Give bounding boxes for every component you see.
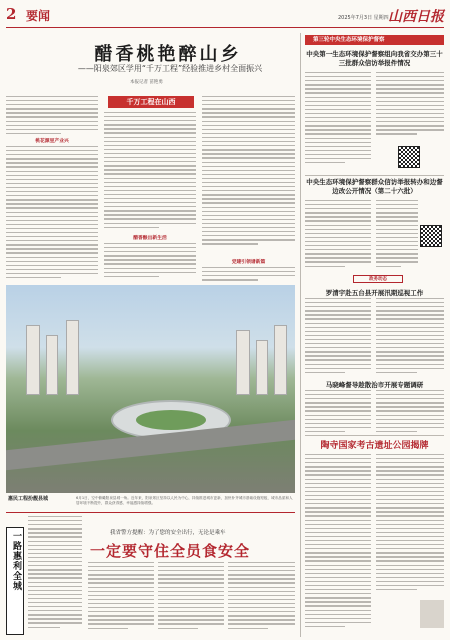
lead-subtitle: ——阳泉郊区学用“千万工程”经验推进乡村全面振兴 — [77, 64, 263, 73]
lead-subhead-3: 党建引领谱新篇 — [231, 260, 266, 265]
masthead-logo: 山西日报 — [388, 9, 444, 25]
qr-code-icon[interactable] — [398, 146, 420, 168]
right-story2-col1 — [305, 200, 371, 272]
issue-date: 2025年7月3日 星期四 — [338, 15, 389, 21]
vertical-title: 一路惠利全城 — [11, 531, 21, 591]
right-story4-col2 — [376, 390, 444, 434]
right-section-bar: 第三轮中央生态环境保护督察 — [305, 35, 444, 45]
lead-byline: 本报记者 苗艳勇 — [130, 80, 163, 85]
bottom-body-col2 — [88, 562, 154, 636]
lead-subhead-2: 醋香酿出新生活 — [133, 236, 167, 241]
lead-body-col3a — [202, 96, 295, 256]
right-story5-photo — [420, 600, 444, 628]
right-story3-col1 — [305, 298, 371, 376]
right-divider-1 — [305, 175, 444, 176]
right-story2-col2 — [376, 200, 418, 272]
right-story5-title: 陶寺国家考古遗址公园揭牌 — [320, 441, 429, 451]
right-story3-col2 — [376, 298, 444, 376]
vertical-title-box — [6, 527, 24, 635]
page-number: 2 — [6, 5, 17, 23]
qr-code-icon-2[interactable] — [420, 225, 442, 247]
lead-body-col2b — [104, 243, 196, 283]
right-story4-title: 马晓峰督导趁散治市开展专题调研 — [325, 381, 424, 389]
bottom-body-col4 — [228, 562, 295, 636]
photo-caption: 6月1日，空中俯瞰阳泉县城一角。近年来，阳泉郊区坚持以人民为中心，持续推进城市更新，加快补齐城市基础设施短板，城市品质和人居环境不断提升，群众获得感、幸福感持续增强。 — [76, 496, 293, 505]
right-divider-2 — [305, 435, 444, 436]
lead-body-col1b — [6, 146, 98, 281]
page-header — [6, 4, 444, 28]
right-story5-col2 — [376, 454, 444, 596]
section-tag: 政务动态 — [353, 275, 403, 283]
lead-body-col2a — [104, 112, 196, 232]
lead-body-col1a — [6, 96, 98, 136]
right-story1-title: 中央第一生态环境保护督察组向我省交办第三十三批群众信访举报件情况 — [306, 50, 443, 67]
bottom-body-col3 — [158, 562, 224, 636]
right-story4-col1 — [305, 390, 371, 434]
section-name: 要闻 — [26, 9, 51, 23]
right-story1-col1 — [305, 72, 371, 172]
photo-caption-title: 惠民工程扮靓县城 — [8, 496, 49, 502]
lead-subhead-1: 桃花源里产业兴 — [35, 139, 69, 144]
bottom-headline: 一定要守住全员食安全 — [90, 542, 251, 560]
lead-body-col3b — [202, 267, 295, 283]
right-story1-col2 — [376, 72, 444, 142]
right-story3-title: 罗清宇赴五台县开展汛期巡视工作 — [325, 289, 424, 297]
bottom-body-col1 — [28, 516, 82, 636]
column-divider — [300, 33, 301, 637]
bottom-divider — [6, 512, 295, 513]
lead-photo — [6, 285, 295, 493]
right-story5-col1 — [305, 454, 371, 636]
lead-band: 千万工程在山西 — [108, 96, 194, 108]
lead-headline: 醋香桃艳醉山乡 — [94, 44, 242, 65]
bottom-kicker: 我省警方提醒：为了您的安全出行，无论是乘车 — [110, 530, 226, 536]
right-story2-title: 中央生态环境保护督察群众信访举报转办和边督边改公开情况（第二十六批） — [306, 178, 443, 195]
